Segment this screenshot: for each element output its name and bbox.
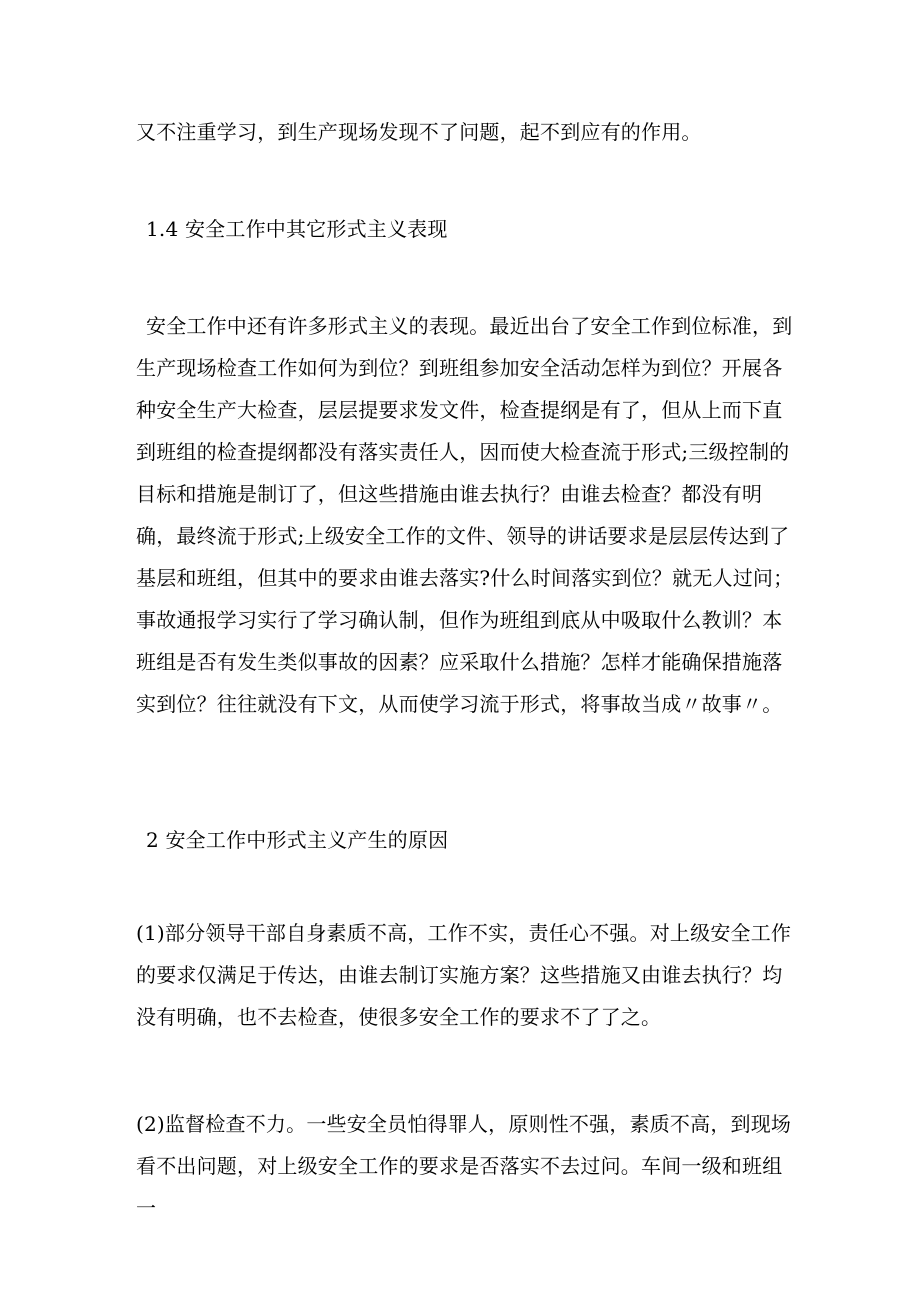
paragraph-cause-1: (1)部分领导干部自身素质不高，工作不实，责任心不强。对上级安全工作的要求仅满足于传达，由谁去制订实施方案？这些措施又由谁去执行？均没有明确，也不去检查，使很多安全工作的要求不了了之。 — [136, 921, 792, 1029]
paragraph-continuation: 又不注重学习，到生产现场发现不了问题，起不到应有的作用。 — [136, 120, 702, 144]
paragraph-cause-2: (2)监督检查不力。一些安全员怕得罪人，原则性不强，素质不高，到现场看不出问题，对上级安全工作的要求是否落实不去过问。车间一级和班组一 — [136, 1112, 792, 1220]
section-heading-2: 2 安全工作中形式主义产生的原因 — [146, 828, 449, 852]
section-heading-1-4: 1.4 安全工作中其它形式主义表现 — [146, 217, 448, 241]
paragraph-formalism-examples: 安全工作中还有许多形式主义的表现。最近出台了安全工作到位标准，到生产现场检查工作如何为到位？到班组参加安全活动怎样为到位？开展各种安全生产大检查，层层提要求发文件，检查提纲是有了，但从上而下直到班组的检查提纲都没有落实责任人，因而使大检查流于形式;三级控制的目标和措施是制订了，但这些措施由谁去执行？由谁去检查？都没有明确，最终流于形式;上级安全工作的文件、领导的讲话要求是层层传达到了基层和班组，但其中的要求由谁去落实?什么时间落实到位？就无人过问；事故通报学习实行了学习确认制，但作为班组到底从中吸取什么教训？本班组是否有发生类似事故的因素？应采取什么措施？怎样才能确保措施落实到位？往往就没有下文，从而使学习流于形式，将事故当成〃故事〃。 — [136, 314, 794, 716]
